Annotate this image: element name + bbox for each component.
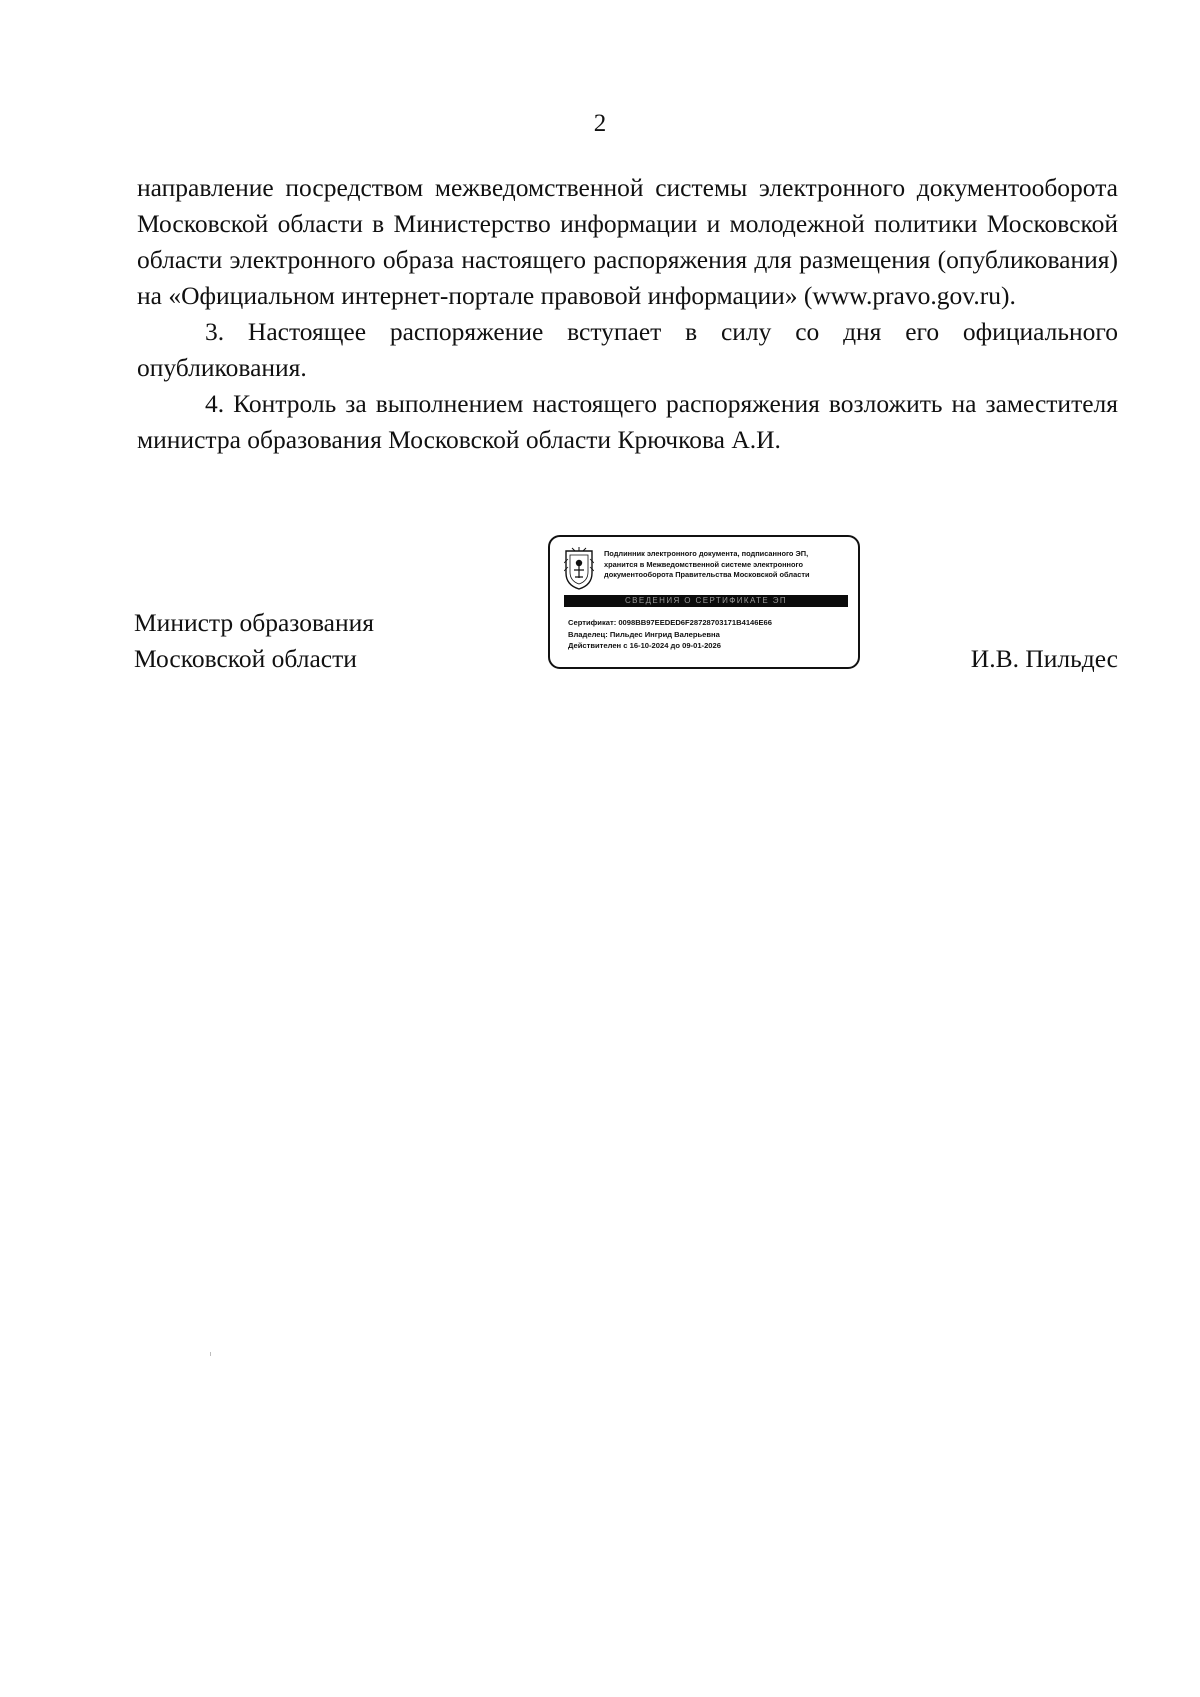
signature-block xyxy=(0,535,1200,685)
stamp-details xyxy=(568,617,856,652)
stamp-header-line-2: хранится в Межведомственной системе электронного xyxy=(604,559,804,569)
electronic-signature-stamp xyxy=(548,535,860,669)
signer-title-line-1: Министр образования xyxy=(134,608,375,637)
stamp-certificate: Сертификат: 0098BB97EEDED6F28728703171B4146E66 xyxy=(568,618,773,627)
stamp-validity: Действителен с 16-10-2024 до 09-01-2026 xyxy=(568,641,721,650)
coat-of-arms-icon xyxy=(564,547,594,591)
paragraph-item-4: 4. Контроль за выполнением настоящего распоряжения возложить на заместителя министра образования Московской области Крючкова А.И. xyxy=(137,389,1118,454)
stamp-header-line-3: документооборота Правительства Московской области xyxy=(604,570,810,579)
paragraph-item-3: 3. Настоящее распоряжение вступает в силу со дня его официального опубликования. xyxy=(137,317,1118,382)
stamp-header-line-1: Подлинник электронного документа, подписанного ЭП, xyxy=(604,549,809,558)
signer-title-line-2: Московской области xyxy=(134,644,357,673)
stamp-owner: Владелец: Пильдес Ингрид Валерьевна xyxy=(568,629,720,639)
scan-artifact xyxy=(210,1352,211,1356)
stamp-header xyxy=(604,549,854,581)
signer-name: И.В. Пильдес xyxy=(970,644,1118,673)
stamp-certificate-bar: СВЕДЕНИЯ О СЕРТИФИКАТЕ ЭП xyxy=(564,595,848,607)
page-number: 2 xyxy=(593,110,607,137)
paragraph-continuation: направление посредством межведомственной системы электронного документооборота Московской области в Министерство информации и молодежной политики Московской области электронного образа настоящего распоряжения для размещения (опубликования) на «Официальном интернет-портале правовой информации» (www.pravo.gov.ru). xyxy=(137,173,1118,310)
signer-title xyxy=(134,605,374,677)
document-body xyxy=(137,170,1118,458)
